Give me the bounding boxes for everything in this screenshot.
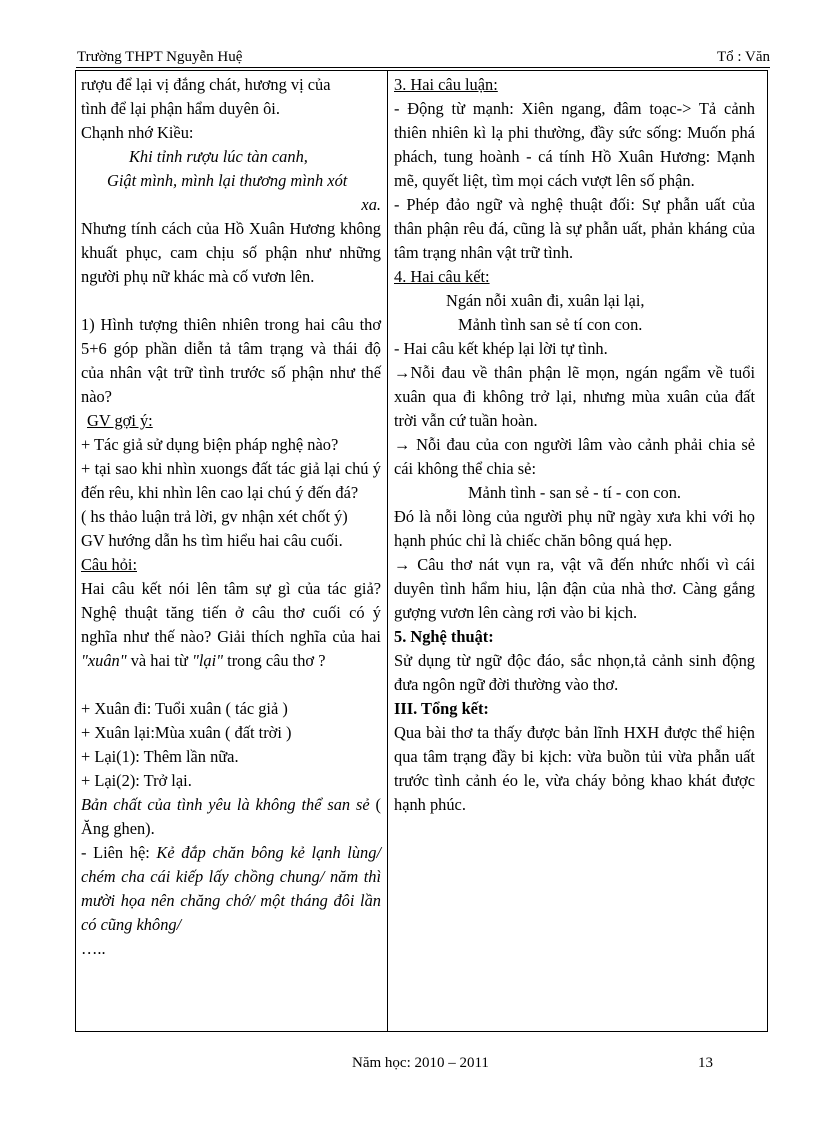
list-item: + Lại(2): Trở lại. bbox=[81, 771, 192, 790]
content-column bbox=[394, 73, 755, 817]
text-span: Kẻ đắp chăn bông kẻ lạnh lùng/ chém cha cái kiếp lấy chồng chung/ năm thì mười họa nên chăng chớ/ một tháng đôi lần có cũng không/ bbox=[81, 843, 381, 934]
teacher-column bbox=[81, 73, 381, 961]
text-line: Chạnh nhớ Kiều: bbox=[81, 123, 194, 142]
verse-line: Mảnh tình san sẻ tí con con. bbox=[458, 315, 643, 334]
list-item: + Xuân lại:Mùa xuân ( đất trời ) bbox=[81, 723, 292, 742]
department-name: Tổ : Văn bbox=[716, 49, 770, 65]
paragraph bbox=[81, 841, 381, 937]
text-line: tình để lại phận hẩm duyên ôi. bbox=[81, 99, 280, 118]
hint-item: ( hs thảo luận trả lời, gv nhận xét chốt ý) bbox=[81, 507, 348, 526]
paragraph: - Hai câu kết khép lại lời tự tình. bbox=[394, 339, 608, 358]
paragraph: Nhưng tính cách của Hồ Xuân Hương không khuất phục, cam chịu số phận như những người phụ nữ khác mà cố vươn lên. bbox=[81, 219, 381, 286]
column-divider bbox=[387, 70, 388, 1032]
text-span: "xuân" bbox=[81, 651, 127, 670]
spacer bbox=[81, 289, 381, 313]
text-span: Bản chất của tình yêu là không thể san sẻ bbox=[81, 795, 370, 814]
verse-line: Mảnh tình - san sẻ - tí - con con. bbox=[467, 483, 682, 502]
text-span: - Liên hệ: bbox=[81, 843, 157, 862]
section-heading: 4. Hai câu kết: bbox=[394, 267, 490, 286]
list-item: + Lại(1): Thêm lần nữa. bbox=[81, 747, 239, 766]
paragraph: - Phép đảo ngữ và nghệ thuật đối: Sự phẫn uất của thân phận rêu đá, cũng là sự phẫn uất, phản kháng của tâm trạng nhân vật trữ tình. bbox=[394, 195, 755, 262]
section-heading: Câu hỏi: bbox=[81, 555, 137, 574]
paragraph: → Câu thơ nát vụn ra, vật vã đến nhức nhối vì cái duyên tình hẩm hiu, lận đận của nhà thơ. Càng gắng gượng vươn lên càng rơi vào bi kịch. bbox=[394, 555, 755, 622]
verse-line: Ngán nỗi xuân đi, xuân lại lại, bbox=[446, 291, 645, 310]
section-heading: 3. Hai câu luận: bbox=[394, 75, 498, 94]
page-number: 13 bbox=[698, 1055, 713, 1071]
header-rule bbox=[76, 67, 770, 68]
hint-item: + Tác giả sử dụng biện pháp nghệ nào? bbox=[81, 435, 339, 454]
paragraph: - Động từ mạnh: Xiên ngang, đâm toạc-> Tả cảnh thiên nhiên kì lạ phi thường, đầy sức sống: Muốn phá phách, tung hoành - cá tính Hồ Xuân Hương: Mạnh mẽ, quyết liệt, tìm mọi cách vượt lên số phận. bbox=[394, 99, 755, 190]
list-item: + Xuân đi: Tuổi xuân ( tác giả ) bbox=[81, 699, 288, 718]
paragraph: →Nỗi đau về thân phận lẽ mọn, ngán ngẩm về tuổi xuân qua đi không trở lại, nhưng mùa xuân của đất trời vẫn cứ tuần hoàn. bbox=[394, 363, 755, 430]
question: 1) Hình tượng thiên nhiên trong hai câu thơ 5+6 góp phần diễn tả tâm trạng và thái độ của nhân vật trữ tình trước số phận như thế nào? bbox=[81, 315, 381, 406]
text-line: rượu để lại vị đắng chát, hương vị của bbox=[81, 75, 331, 94]
text-line: ….. bbox=[81, 939, 106, 958]
text-span: Hai câu kết nói lên tâm sự gì của tác giả? Nghệ thuật tăng tiến ở câu thơ cuối có ý nghĩa như thế nào? Giải thích nghĩa của hai bbox=[81, 579, 381, 646]
section-heading: III. Tổng kết: bbox=[394, 699, 489, 718]
spacer bbox=[81, 673, 381, 697]
paragraph: Đó là nỗi lòng của người phụ nữ ngày xưa khi với họ hạnh phúc chỉ là chiếc chăn bông quá hẹp. bbox=[394, 507, 755, 550]
section-heading: 5. Nghệ thuật: bbox=[394, 627, 494, 646]
paragraph: Sử dụng từ ngữ độc đáo, sắc nhọn,tả cảnh sinh động đưa ngôn ngữ đời thường vào thơ. bbox=[394, 651, 755, 694]
paragraph: → Nỗi đau của con người lâm vào cảnh phải chia sẻ cái không thể chia sẻ: bbox=[394, 435, 755, 478]
text-span: và hai từ bbox=[126, 651, 192, 670]
paragraph: Qua bài thơ ta thấy được bản lĩnh HXH được thể hiện qua tâm trạng đầy bi kịch: vừa buồn tủi vừa phẫn uất trước tình cảnh éo le, vừa cháy bỏng khao khát được hạnh phúc. bbox=[394, 723, 755, 814]
verse-line: xa. bbox=[361, 195, 381, 214]
text-span: "lại" bbox=[191, 651, 224, 670]
verse-line: Giật mình, mình lại thương mình xót bbox=[107, 171, 348, 190]
section-heading: GV gợi ý: bbox=[87, 411, 153, 430]
school-name: Trường THPT Nguyễn Huệ bbox=[77, 49, 243, 65]
question bbox=[81, 577, 381, 673]
school-year: Năm học: 2010 – 2011 bbox=[352, 1055, 489, 1071]
quote bbox=[81, 793, 381, 841]
verse-line: Khi tỉnh rượu lúc tàn canh, bbox=[129, 147, 308, 166]
paragraph: GV hướng dẫn hs tìm hiểu hai câu cuối. bbox=[81, 531, 343, 550]
text-span: ( Ăng ghen). bbox=[81, 795, 381, 838]
hint-item: + tại sao khi nhìn xuongs đất tác giả lại chú ý đến rêu, khi nhìn lên cao lại chú ý đến đá? bbox=[81, 459, 381, 502]
text-span: trong câu thơ ? bbox=[223, 651, 326, 670]
